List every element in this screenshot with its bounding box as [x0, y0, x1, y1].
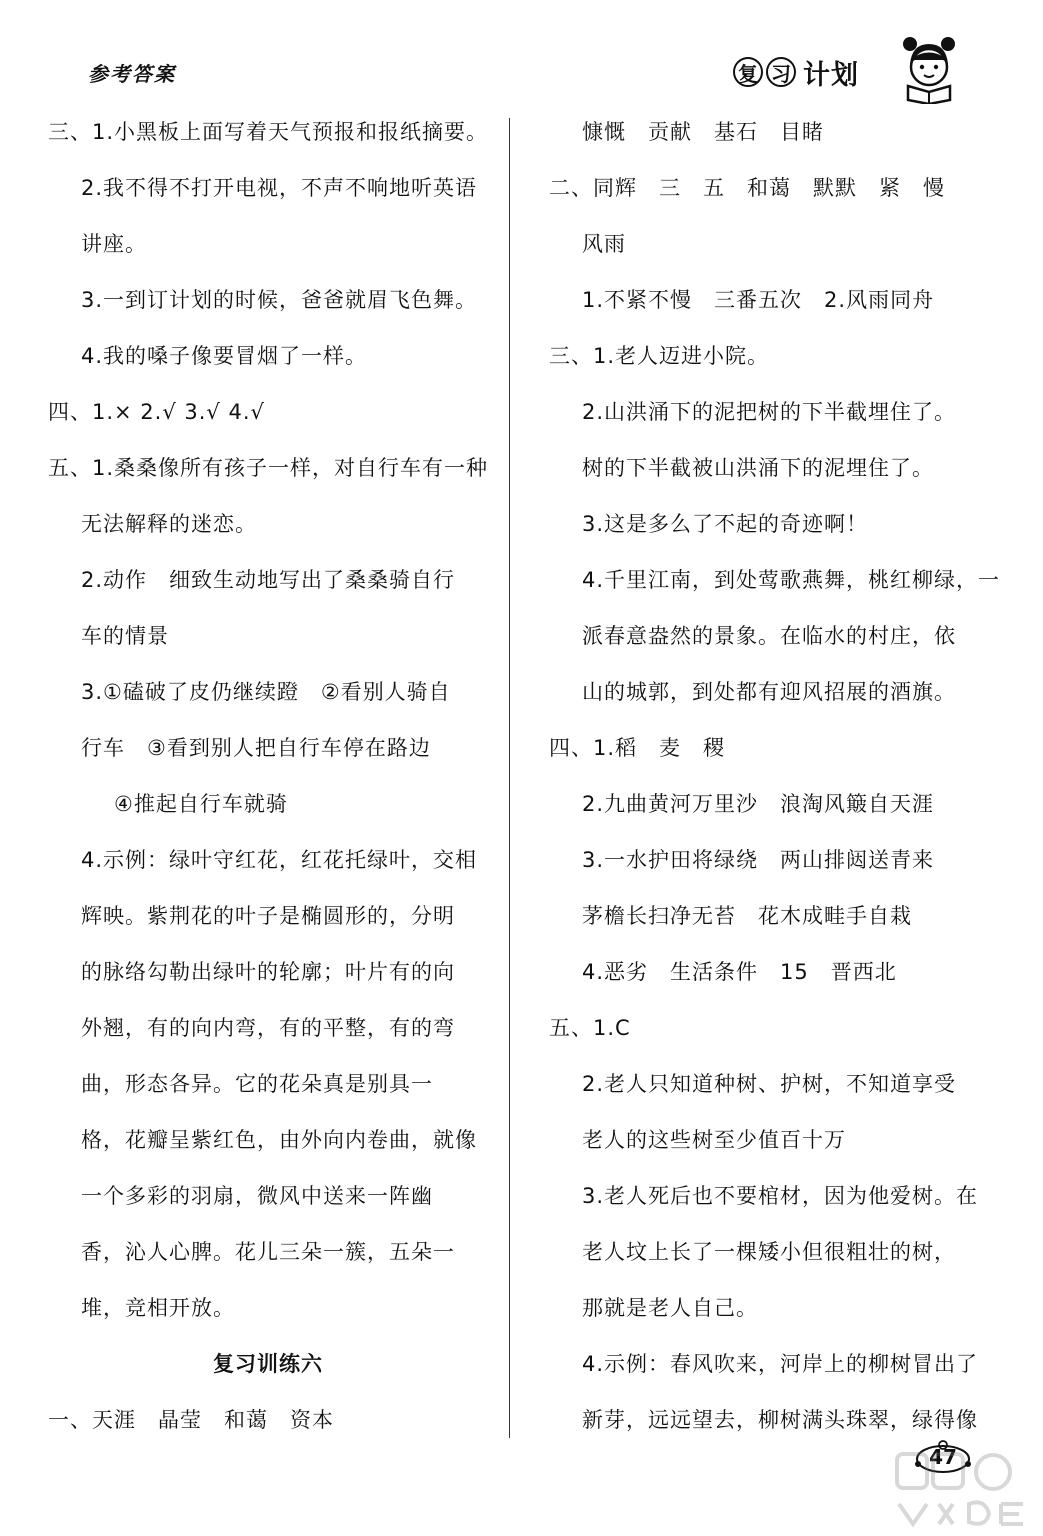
answer-line: 3.一到订计划的时候，爸爸就眉飞色舞。 — [81, 288, 478, 312]
answer-line: 曲，形态各异。它的花朵真是别具一 — [81, 1072, 433, 1096]
answer-line: 四、1.稻 麦 稷 — [549, 736, 726, 760]
series-logo — [733, 52, 859, 92]
answer-line: 2.动作 细致生动地写出了桑桑骑自行 — [81, 568, 456, 592]
answer-line: 山的城郭，到处都有迎风招展的酒旗。 — [582, 680, 956, 704]
brand-circle-char: 习 — [766, 57, 796, 87]
answer-line: 一、天涯 晶莹 和蔼 资本 — [48, 1408, 334, 1432]
answer-line: 车的情景 — [81, 624, 169, 648]
brand-circle-char: 复 — [733, 57, 763, 87]
answer-line: 老人坟上长了一棵矮小但很粗壮的树， — [582, 1240, 956, 1264]
answer-line: 的脉络勾勒出绿叶的轮廓；叶片有的向 — [81, 960, 455, 984]
answer-line: 无法解释的迷恋。 — [81, 512, 257, 536]
answer-line: 4.我的嗓子像要冒烟了一样。 — [81, 344, 368, 368]
answer-line: 2.我不得不打开电视，不声不响地听英语 — [81, 176, 478, 200]
page-number-text: 47 — [929, 1445, 957, 1469]
answer-line: 慷慨 贡献 基石 目睹 — [582, 120, 824, 144]
answer-line: ④推起自行车就骑 — [114, 792, 288, 816]
brand-text: 计划 — [803, 59, 859, 91]
answer-line: 一个多彩的羽扇，微风中送来一阵幽 — [81, 1184, 433, 1208]
answer-line: 外翘，有的向内弯，有的平整，有的弯 — [81, 1016, 455, 1040]
answer-line: 四、1.× 2.√ 3.√ 4.√ — [48, 400, 265, 424]
answer-line: 1.不紧不慢 三番五次 2.风雨同舟 — [582, 288, 935, 312]
answer-line: 3.一水护田将绿绕 两山排闼送青来 — [582, 848, 935, 872]
answer-line: 2.九曲黄河万里沙 浪淘风簸自天涯 — [582, 792, 935, 816]
answer-line: 树的下半截被山洪涌下的泥埋住了。 — [582, 456, 934, 480]
reading-child-mascot-icon — [900, 34, 958, 104]
answer-line: 香，沁人心脾。花儿三朵一簇，五朵一 — [81, 1240, 455, 1264]
answer-line: 3.这是多么了不起的奇迹啊！ — [582, 512, 869, 536]
answer-line: 4.示例：绿叶守红花，红花托绿叶，交相 — [81, 848, 478, 872]
answer-line: 辉映。紫荆花的叶子是椭圆形的，分明 — [81, 904, 455, 928]
answer-line: 派春意盎然的景象。在临水的村庄，依 — [582, 624, 956, 648]
answer-line: 4.恶劣 生活条件 15 晋西北 — [582, 960, 897, 984]
answer-line: 行车 ③看到别人把自行车停在路边 — [81, 736, 431, 760]
right-column — [549, 104, 1001, 1448]
answer-line: 3.老人死后也不要棺材，因为他爱树。在 — [582, 1184, 979, 1208]
section-title: 参考答案 — [88, 62, 176, 86]
answer-line: 讲座。 — [81, 232, 147, 256]
left-column — [48, 104, 488, 1448]
answer-line: 格，花瓣呈紫红色，由外向内卷曲，就像 — [81, 1128, 477, 1152]
answer-line: 2.山洪涌下的泥把树的下半截埋住了。 — [582, 400, 957, 424]
answer-line: 五、1.桑桑像所有孩子一样，对自行车有一种 — [48, 456, 489, 480]
answer-line: 老人的这些树至少值百十万 — [582, 1128, 846, 1152]
answer-line: 三、1.老人迈进小院。 — [549, 344, 770, 368]
answer-line: 堆，竞相开放。 — [81, 1296, 235, 1320]
answer-line: 风雨 — [582, 232, 626, 256]
section-heading: 复习训练六 — [213, 1352, 323, 1376]
answer-line: 二、同辉 三 五 和蔼 默默 紧 慢 — [549, 176, 945, 200]
answer-line: 茅檐长扫净无苔 花木成畦手自栽 — [582, 904, 912, 928]
answer-line: 4.千里江南，到处莺歌燕舞，桃红柳绿，一 — [582, 568, 1001, 592]
mxqe-watermark-logo — [893, 1448, 1033, 1528]
answer-line: 新芽，远远望去，柳树满头珠翠，绿得像 — [582, 1408, 978, 1432]
column-divider — [509, 118, 510, 1438]
answer-line: 五、1.C — [549, 1016, 631, 1040]
answer-line: 2.老人只知道种树、护树，不知道享受 — [582, 1072, 957, 1096]
answer-line: 三、1.小黑板上面写着天气预报和报纸摘要。 — [48, 120, 489, 144]
answer-line: 3.①磕破了皮仍继续蹬 ②看别人骑自 — [81, 680, 451, 704]
answer-line: 那就是老人自己。 — [582, 1296, 758, 1320]
answer-line: 4.示例：春风吹来，河岸上的柳树冒出了 — [582, 1352, 979, 1376]
